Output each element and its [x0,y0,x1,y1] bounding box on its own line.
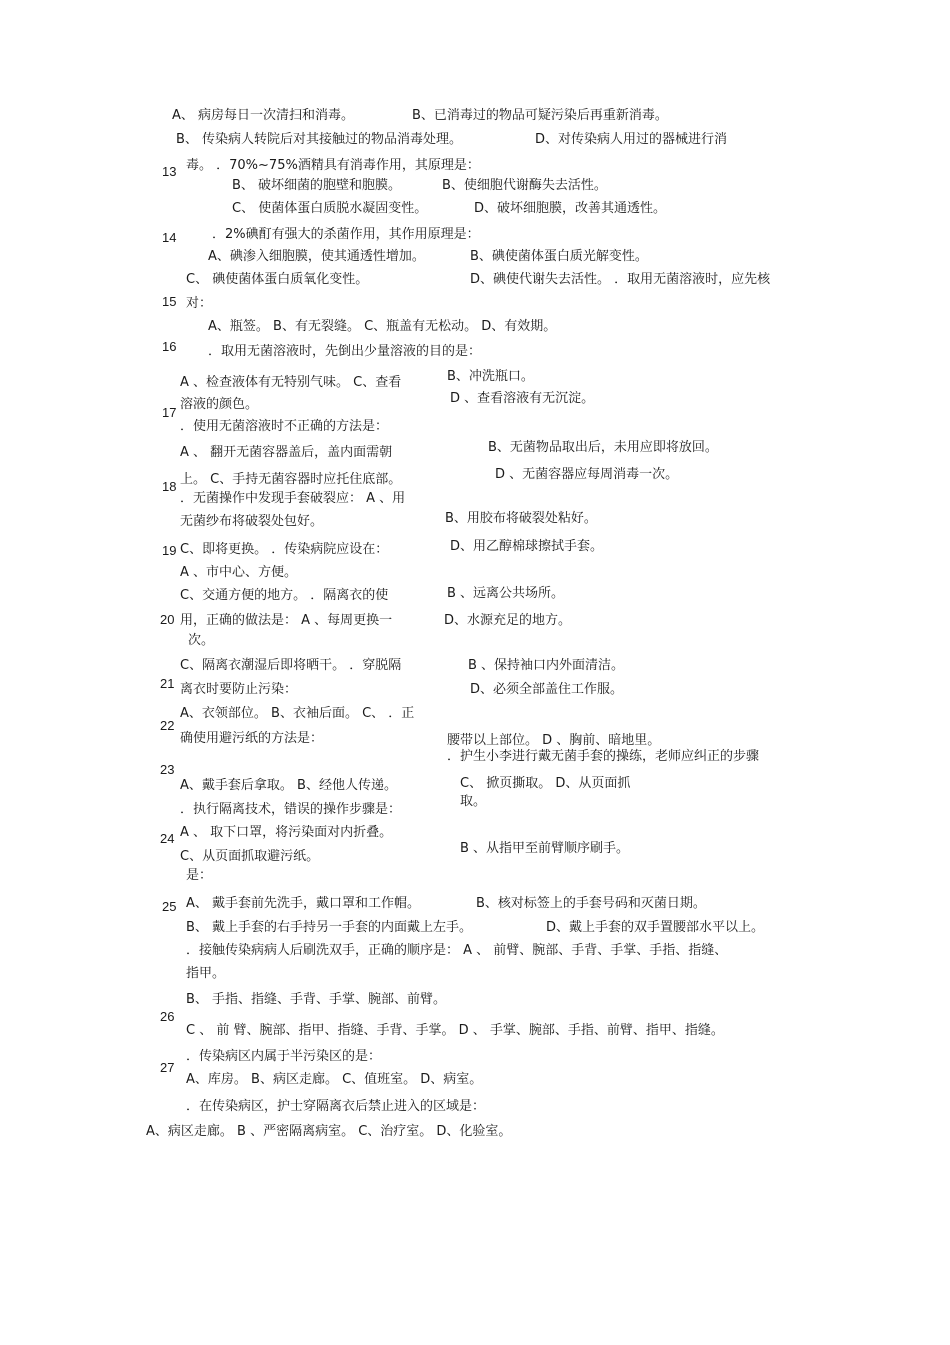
text-line: 指甲。 [186,966,226,981]
text-line: A、库房。 B、病区走廊。 C、值班室。 D、病室。 [186,1072,483,1087]
question-number: 18 [162,479,177,494]
text-line: B 、从指甲至前臂顺序刷手。 [460,841,630,856]
question-number: 14 [162,230,177,245]
text-line: 对： [186,296,213,311]
text-line: ．取用无菌溶液时，先倒出少量溶液的目的是： [208,344,482,359]
text-line: ．接触传染病病人后刷洗双手，正确的顺序是： A 、 前臂、腕部、手背、手掌、手指、指缝、 [186,943,728,958]
text-line: 溶液的颜色。 [180,397,259,412]
text-line: 确使用避污纸的方法是： [180,731,324,746]
text-line: D、碘使代谢失去活性。 ．取用无菌溶液时，应先核 [470,272,771,287]
question-number: 21 [160,676,175,691]
text-line: C 、 前 臂、腕部、指甲、指缝、手背、手掌。 D 、 手掌、腕部、手指、前臂、指甲、指缝。 [186,1023,724,1038]
text-line: ．使用无菌溶液时不正确的方法是： [180,419,389,434]
text-line: B、 传染病人转院后对其接触过的物品消毒处理。 [176,132,463,147]
text-line: B、核对标签上的手套号码和灭菌日期。 [476,896,706,911]
text-line: 上。 C、手持无菌容器时应托住底部。 [180,472,402,487]
text-line: A、戴手套后拿取。 B、经他人传递。 [180,778,397,793]
text-line: D、用乙醇棉球擦拭手套。 [450,539,604,554]
text-line: D、戴上手套的双手置腰部水平以上。 [546,920,765,935]
text-line: ．护生小李进行戴无菌手套的操练，老师应纠正的步骤 [447,749,760,764]
text-line: B、 戴上手套的右手持另一手套的内面戴上左手。 [186,920,473,935]
text-line: D、必须全部盖住工作服。 [470,682,624,697]
text-line: ．传染病区内属于半污染区的是： [186,1049,382,1064]
text-line: C、 使菌体蛋白质脱水凝固变性。 [232,201,428,216]
text-line: D、破坏细胞膜，改善其通透性。 [474,201,667,216]
text-line: A 、 取下口罩，将污染面对内折叠。 [180,825,393,840]
text-line: B 、远离公共场所。 [447,586,565,601]
text-line: B 、保持袖口内外面清洁。 [468,658,625,673]
text-line: ．在传染病区，护士穿隔离衣后禁止进入的区域是： [186,1099,486,1114]
text-line: 离衣时要防止污染： [180,682,298,697]
question-number: 20 [160,612,175,627]
text-line: A、 戴手套前先洗手，戴口罩和工作帽。 [186,896,421,911]
question-number: 25 [162,899,177,914]
text-line: C、隔离衣潮湿后即将晒干。 ．穿脱隔 [180,658,402,673]
text-line: ．执行隔离技术，错误的操作步骤是： [180,802,402,817]
text-line: B、用胶布将破裂处粘好。 [445,511,597,526]
question-number: 23 [160,762,175,777]
text-line: B、碘使菌体蛋白质光解变性。 [470,249,648,264]
question-number: 15 [162,294,177,309]
text-line: A、衣领部位。 B、衣袖后面。 C、 ．正 [180,706,415,721]
text-line: C、交通方便的地方。 ．隔离衣的使 [180,588,389,603]
text-line: D、水源充足的地方。 [444,613,572,628]
text-line: B、使细胞代谢酶失去活性。 [442,178,607,193]
text-line: 取。 [460,794,487,809]
text-line: 用，正确的做法是： A 、每周更换一 [180,613,393,628]
text-line: A、瓶签。 B、有无裂缝。 C、瓶盖有无松动。 D、有效期。 [208,319,557,334]
text-line: 腰带以上部位。 D 、胸前、暗地里。 [447,733,661,748]
text-line: A、碘渗入细胞膜，使其通透性增加。 [208,249,425,264]
text-line: C、即将更换。 ．传染病院应设在： [180,542,389,557]
text-line: D、对传染病人用过的器械进行消 [535,132,728,147]
question-number: 17 [162,405,177,420]
question-number: 24 [160,831,175,846]
text-line: B、已消毒过的物品可疑污染后再重新消毒。 [412,108,668,123]
text-line: D 、查看溶液有无沉淀。 [450,391,595,406]
text-line: A 、检查液体有无特别气味。 C、查看 [180,375,402,390]
text-line: D 、无菌容器应每周消毒一次。 [495,467,679,482]
text-line: 毒。 ．70%~75%酒精具有消毒作用，其原理是： [186,158,480,173]
text-line: C、 掀页撕取。 D、从页面抓 [460,776,631,791]
question-number: 13 [162,164,177,179]
text-line: B、无菌物品取出后，未用应即将放回。 [488,440,718,455]
question-number: 22 [160,718,175,733]
text-line: B、冲洗瓶口。 [447,369,534,384]
text-line: A、 病房每日一次清扫和消毒。 [172,108,355,123]
text-line: 是： [186,868,213,883]
text-line: ．2%碘酊有强大的杀菌作用，其作用原理是： [212,227,480,242]
text-line: A 、 翻开无菌容器盖后，盖内面需朝 [180,445,393,460]
text-line: B、 破坏细菌的胞壁和胞膜。 [232,178,402,193]
text-line: C、 碘使菌体蛋白质氧化变性。 [186,272,369,287]
text-line: 次。 [188,633,215,648]
text-line: C、从页面抓取避污纸。 [180,849,320,864]
text-line: A、病区走廊。 B 、严密隔离病室。 C、治疗室。 D、化验室。 [146,1124,512,1139]
question-number: 26 [160,1009,175,1024]
text-line: A 、市中心、方便。 [180,565,298,580]
text-line: B、 手指、指缝、手背、手掌、腕部、前臂。 [186,992,447,1007]
text-line: 无菌纱布将破裂处包好。 [180,514,324,529]
question-number: 19 [162,543,177,558]
question-number: 16 [162,339,177,354]
text-line: ．无菌操作中发现手套破裂应： A 、用 [180,491,406,506]
question-number: 27 [160,1060,175,1075]
